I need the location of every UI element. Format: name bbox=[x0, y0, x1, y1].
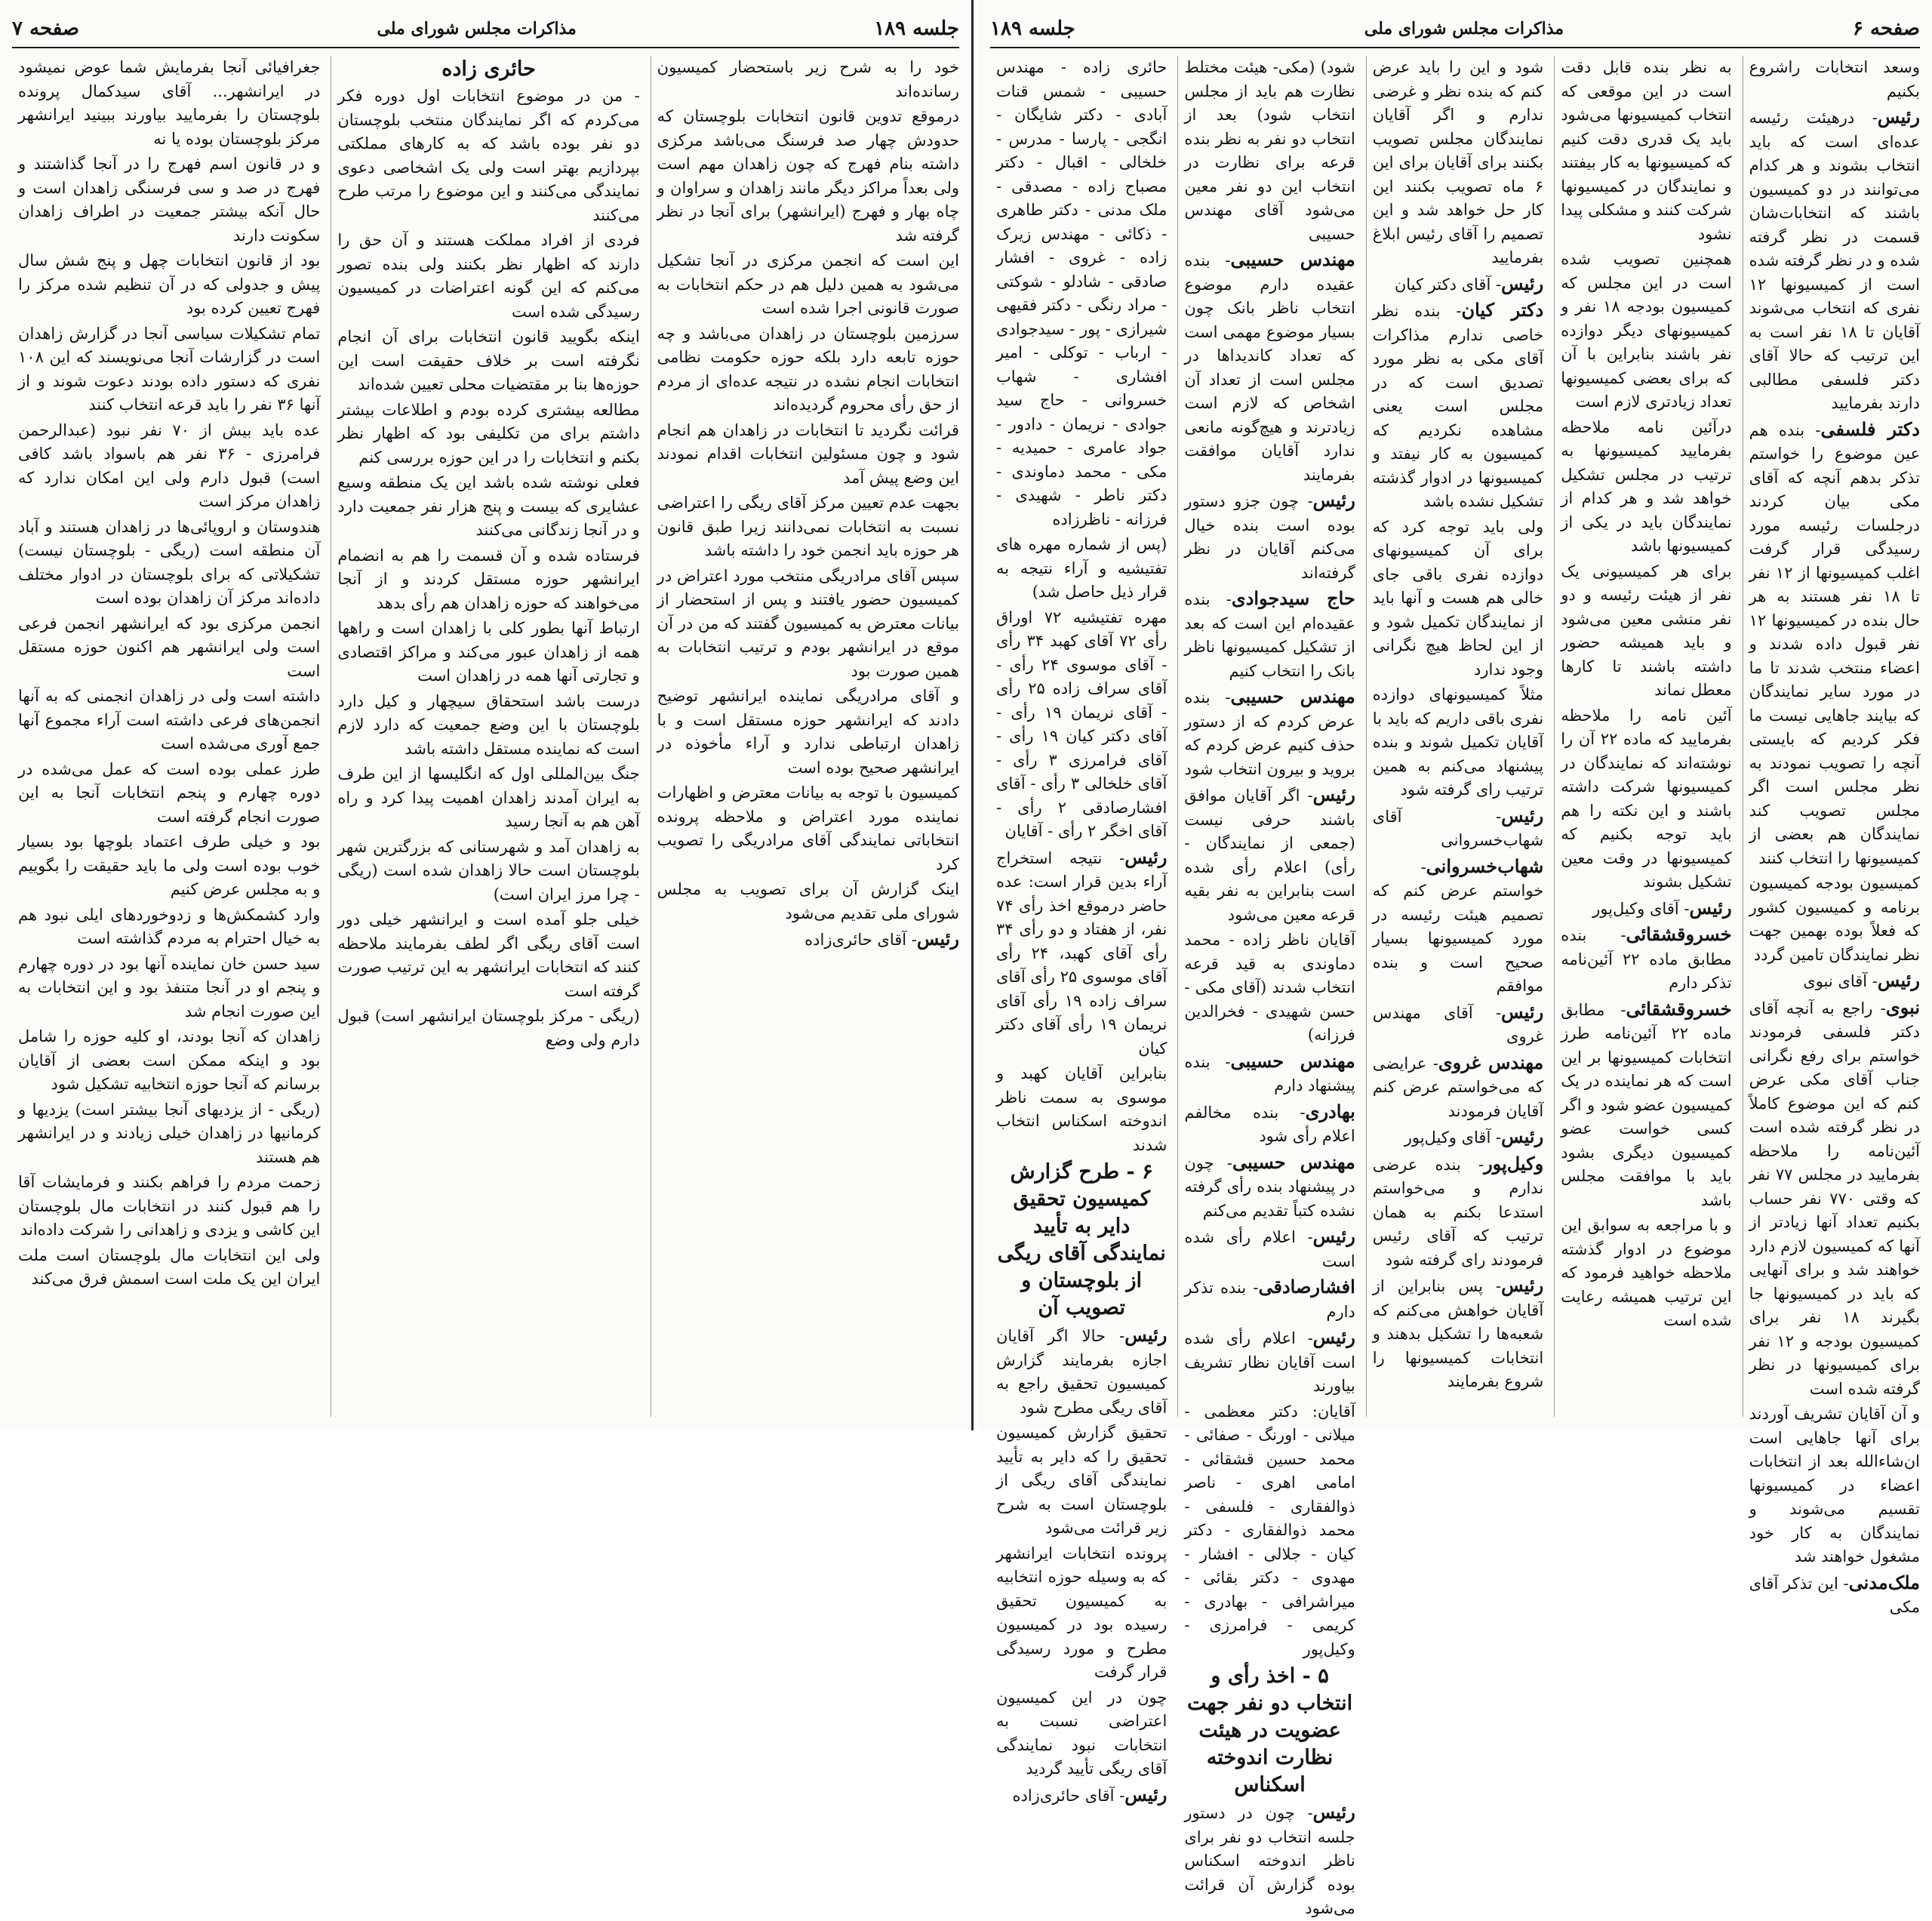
speaker-name: خسروقشقائی bbox=[1626, 997, 1732, 1020]
text-column bbox=[12, 56, 320, 1417]
paragraph-text: و آقای مرادریگی نماینده ایرانشهر توضیح دادند که ایرانشهر حوزه مستقل است و با زاهدان ارتباطی ندارد و آراء مأخوذه در ایرانشهر صحیح بوده است bbox=[657, 687, 959, 777]
paragraph bbox=[996, 845, 1167, 1061]
paragraph-text: درموقع تدوین قانون انتخابات بلوچستان که حدودش چهار صد فرسنگ می‌باشد مرکزی داشته بنام فهرج که چون زاهدان مهم است ولی بعداً مراکز دیگر مانند زاهدان و سراوان و چاه بهار و فهرج (ایرانشهر) برای آنجا در نظر گرفته شد bbox=[657, 107, 959, 245]
paragraph-text: - بنده پیشنهاد دارم bbox=[1184, 1052, 1355, 1094]
speaker-name: مهندس حسیبی bbox=[1230, 1049, 1355, 1072]
text-column bbox=[651, 56, 959, 1417]
paragraph-text: بود از قانون انتخابات چهل و پنج شش سال پیش و جدولی که در آن تنظیم شده مرکز را فهرج تعیین کرده بود bbox=[18, 251, 321, 317]
paragraph bbox=[657, 105, 959, 248]
speaker-name: شهاب‌خسروانی bbox=[1426, 854, 1544, 877]
speaker-name: رئیس bbox=[1501, 1274, 1544, 1296]
speaker-name: رئیس bbox=[1124, 845, 1168, 868]
paragraph bbox=[18, 322, 320, 417]
paragraph-text: همچنین تصویب شده است در این مجلس که کمیسیون بودجه ۱۸ نفر و کمیسیونهای دیگر دوازده نفر باشند بنابراین با آن که برای بعضی کمیسیونها تعداد زیادتری لازم است bbox=[1561, 250, 1732, 411]
left-page-number: صفحه ۷ bbox=[12, 17, 79, 40]
paragraph-text: - خواستم عرض کنم که تصمیم هیئت رئیسه در مورد کمیسیونها بسیار صحیح است و بنده موافقم bbox=[1372, 857, 1544, 995]
speaker-name: رئیس bbox=[1501, 804, 1544, 827]
paragraph bbox=[1373, 683, 1543, 802]
paragraph bbox=[1184, 248, 1355, 487]
paragraph bbox=[18, 1025, 320, 1097]
speaker-name: رئیس bbox=[1877, 969, 1920, 991]
paragraph-text: - چون جزو دستور بوده است بنده خیال می‌کنم آقایان در نظر گرفته‌اند bbox=[1184, 492, 1355, 582]
paragraph bbox=[1184, 1100, 1355, 1149]
paragraph-text: مطالعه بیشتری کرده بودم و اطلاعات بیشتر داشتم برای من تکلیفی بود که اظهار نظر بکنم و انتخابات را در این حوزه بررسی کنم bbox=[337, 400, 640, 466]
paragraph-text: - چون در دستور جلسه انتخاب دو نفر برای ناظر اندوخته اسکناس بوده گزارش آن قرائت می‌شود bbox=[1184, 1804, 1355, 1917]
paragraph-text: برای هر کمیسیونی یک نفر از هیئت رئیسه و دو نفر منشی معین می‌شود و باید همیشه حضور داشته باشند تا کارها معطل نماند bbox=[1561, 562, 1732, 699]
paragraph bbox=[1184, 783, 1355, 927]
paragraph-text: مهره تفتیشیه ۷۲ اوراق رأی ۷۲ آقای کهبد ۳۴ رأی - آقای موسوی ۲۴ رأی - آقای سراف زاده ۲۵ رأی - آقای نریمان ۱۹ رأی - آقای دکتر کیان ۱۹ رأی - آقای فرامرزی ۳ رأی - آقای خلخالی ۳ رأی - آقای افشارصادقی ۲ رأی - آقای اخگر ۲ رأی - آقایان bbox=[995, 608, 1168, 840]
paragraph-text: به نظر بنده قابل دقت است در این موقعی که انتخاب کمیسیونها می‌شود باید یک قدری دقت کنیم که کمیسیونها به کار بیفتند و نمایندگان در کمیسیونها شرکت کنند و مشکلی پیدا نشود bbox=[1561, 58, 1732, 243]
paragraph-text: بجهت عدم تعیین مرکز آقای ریگی را اعتراضی نسبت به انتخابات نمی‌دانند زیرا طبق قانون هر حوزه باید انجمن خود را داشته باشد bbox=[657, 494, 959, 559]
paragraph bbox=[657, 419, 959, 491]
paragraph bbox=[657, 56, 959, 103]
paragraph bbox=[996, 606, 1167, 844]
paragraph bbox=[18, 249, 320, 321]
speaker-name: رئیس bbox=[1312, 1801, 1355, 1823]
paragraph bbox=[996, 1062, 1167, 1157]
section-heading: ۶ - طرح گزارش کمیسیون تحقیق دایر به تأیید نمایندگی آقای ریگی از بلوچستان و تصویب آن bbox=[997, 1160, 1166, 1319]
paragraph-text: مثلاً کمیسیونهای دوازده نفری باقی داریم که باید با آقایان تکمیل شوند و بنده پیشنهاد می‌کنم به همین ترتیب رای گرفته شود bbox=[1372, 685, 1544, 799]
paragraph bbox=[657, 491, 959, 563]
paragraph-text: حائری زاده - مهندس حسیبی - شمس قنات آبادی - دکتر شایگان - انگجی - پارسا - مدرس - خلخالی - اقبال - دکتر مصباح زاده - مصدقی - ملک مدنی - دکتر طاهری - ذکائی - مهندس زیرک زاده - غروی - افشار صادقی - شادلو - شوکتی - مراد رنگی - دکتر فقیهی شیرازی - پور - سیدجوادی - ارباب - توکلی - امیر افشاری - شهاب خسروانی - حاج سید جوادی - نریمان - دادور - جواد عامری - حمیدیه - مکی - محمد دماوندی - دکتر ناطر - شهیدی - فرزانه - ناظرزاده bbox=[995, 58, 1168, 528]
paragraph-text: بنابراین آقایان کهبد و موسوی به سمت ناظر اندوخته اسکناس انتخاب شدند bbox=[995, 1064, 1168, 1154]
paragraph-text: وارد کشمکش‌ها و زدوخوردهای ایلی نبود هم به خیال احترام به مردم گذاشته است bbox=[18, 905, 321, 947]
paragraph-text: چون در این کمیسیون اعتراضی نسبت به انتخابات نبود نمایندگی آقای ریگی تأیید گردید bbox=[995, 1688, 1168, 1778]
paragraph bbox=[18, 612, 320, 684]
paragraph bbox=[1184, 1800, 1355, 1921]
speaker-name: رئیس bbox=[1501, 272, 1544, 294]
speaker-name: مهندس حسیبی bbox=[1230, 248, 1355, 270]
paragraph bbox=[18, 419, 320, 514]
speaker-name: ملک‌مدنی bbox=[1848, 1571, 1920, 1593]
paragraph bbox=[337, 471, 639, 543]
paragraph-text: سرزمین بلوچستان در زاهدان می‌باشد و چه حوزه تابعه دارد بلکه حوزه حکومت نظامی انتخابات انجام نشده در نتیجه عده‌ای از مردم از حق رأی محروم گردیده‌اند bbox=[657, 324, 959, 414]
speaker-name: رئیس bbox=[1877, 106, 1920, 128]
paragraph bbox=[1184, 1150, 1355, 1224]
paragraph bbox=[657, 781, 959, 876]
right-page-number: صفحه ۶ bbox=[1853, 17, 1920, 40]
left-page-title: مذاکرات مجلس شورای ملی bbox=[377, 19, 577, 38]
left-page bbox=[0, 0, 974, 1430]
paragraph-text: - بنده هم عین موضوع را خواستم تذکر بدهم آنچه که آقای مکی بیان کردند درجلسات رئیسه مورد رسیدگی قرار گرفت اغلب کمیسیونها از ۱۲ نفر تا ۱۸ نفر هستند به هر حال بنده در کمیسیونها ۱۲ نفر قبول داده شدند و اعضاء منتخب شدند تا ما در مورد سایر نمایندگان که بیایند جاهایی نیست ما فکر کردیم که بایستی آنچه را تصویب نمودند به نظر مجلس است اگر مجلس تصویب کند نمایندگان هم بعضی از کمیسیونها را انتخاب کنند bbox=[1749, 420, 1920, 867]
paragraph bbox=[337, 325, 639, 397]
paragraph bbox=[1373, 1051, 1543, 1124]
paragraph-text: زحمت مردم را فراهم بکنند و فرمایشات آقا را هم قبول کنند در انتخابات مال بلوچستان این کاشی و یزدی و زاهدانی را شرکت داده‌اند bbox=[18, 1173, 321, 1239]
speaker-name: رئیس bbox=[1124, 1783, 1168, 1806]
paragraph-text: - مطابق ماده ۲۲ آئین‌نامه طرز انتخابات کمیسیونها بر این است که هر نماینده در یک کمیسیون عضو شود و اگر کسی خواست عضو کمیسیون دیگری بشود باید با موافقت مجلس باشد bbox=[1561, 1000, 1732, 1209]
speaker-name: رئیس bbox=[1312, 783, 1355, 805]
paragraph-text: - این تذکر آقای مکی bbox=[1749, 1574, 1920, 1616]
paragraph-text: عده باید بیش از ۷۰ نفر نبود (عبدالرحمن فرامرزی - ۳۶ نفر هم باسواد باشد کافی است) قبول دارم ولی این امکان ندارد که زاهدان مرکز است bbox=[18, 420, 321, 510]
paragraph-text: فرستاده شده و آن قسمت را هم به انضمام ایرانشهر حوزه مستقل کردند و از آنجا می‌خواهند که حوزه زاهدان هم رأی بدهد bbox=[337, 546, 640, 612]
paragraph-text: انجمن مرکزی بود که ایرانشهر انجمن فرعی است ولی ایرانشهر هم اکنون حوزه مستقل است bbox=[18, 614, 321, 680]
paragraph bbox=[18, 152, 320, 248]
paragraph-text: ارتباط آنها بطور کلی با زاهدان است و راهها همه از زاهدان عبور می‌کند و مراکز اقتصادی و تجارتی آنها همه در زاهدان است bbox=[337, 619, 640, 685]
paragraph-text: - چون در پیشنهاد بنده رأی گرفته نشده کتباً تقدیم می‌کنم bbox=[1184, 1153, 1355, 1220]
paragraph bbox=[18, 1244, 320, 1291]
paragraph-text: - آقای وکیل‌پور bbox=[1404, 1128, 1502, 1147]
text-column bbox=[990, 56, 1168, 1806]
paragraph bbox=[996, 1686, 1167, 1781]
paragraph bbox=[18, 830, 320, 902]
paragraph-text: زاهدان که آنجا بودند، او کلیه حوزه را شامل بود و اینکه ممکن است بعضی از آقایان برسانم که آنجا حوزه انتخابیه تشکیل شود bbox=[18, 1027, 321, 1093]
paragraph-text: آقایان: دکتر معظمی - میلانی - اورنگ - صفائی - محمد حسین قشقائی - امامی اهری - ناصر ذوالفقاری - فلسفی - محمد ذوالفقاری - دکتر کیان - جلالی - افشار - مهدوی - دکتر بقائی - میراشرافی - بهادری - کریمی - فرامرزی - وکیل‌پور bbox=[1184, 1402, 1355, 1658]
paragraph bbox=[1561, 56, 1731, 246]
paragraph-text: - نتیجه استخراج آراء بدین قرار است: عده حاضر درموقع اخذ رأی ۷۴ نفر، از هفتاد و دو رأی ۳۴ رأی آقای کهبد، ۲۴ رأی آقای موسوی ۲۵ رأی آقای سراف زاده ۱۹ رأی آقای نریمان ۱۹ رأی آقای دکتر کیان bbox=[995, 848, 1168, 1057]
paragraph-text: خیلی جلو آمده است و ایرانشهر خیلی دور است آقای ریگی اگر لطف بفرمایند ملاحظه کنند که انتخابات ایرانشهر به این ترتیب صورت گرفته است bbox=[337, 910, 640, 1000]
paragraph bbox=[1561, 1214, 1731, 1333]
paragraph-text: درآئین نامه ملاحظه بفرمایید کمیسیونها به ترتیب در مجلس تشکیل خواهد شد و هر کدام از نمایندگان باید در یکی از کمیسیونها باشد bbox=[1561, 417, 1732, 555]
paragraph bbox=[1373, 854, 1543, 999]
paragraph bbox=[996, 1421, 1167, 1541]
paragraph-text: تمام تشکیلات سیاسی آنجا در گزارش زاهدان است در گزارشات آنجا می‌نویسند که این ۱۰۸ نفری که دستور داده بودند دعوت شوند و از آنها ۳۶ نفر را باید قرعه انتخاب کنند bbox=[18, 324, 321, 414]
paragraph bbox=[996, 533, 1167, 605]
paragraph bbox=[657, 685, 959, 780]
speaker-name: خسروقشقائی bbox=[1626, 923, 1732, 945]
paragraph-text: اینکه بگویید قانون انتخابات برای آن انجام نگرفته است بر خلاف حقیقت است این حوزه‌ها بنا بر مقتضیات محلی تعیین شده‌اند bbox=[337, 328, 640, 393]
section-heading: حائری زاده bbox=[441, 57, 536, 81]
paragraph bbox=[1373, 516, 1543, 682]
paragraph bbox=[337, 85, 639, 227]
paragraph-text: این است که انجمن مرکزی در آنجا تشکیل می‌شود به همین دلیل هم در حکم انتخابات به صورت قانونی اجرا شده است bbox=[657, 251, 959, 317]
paragraph bbox=[337, 1005, 639, 1052]
speaker-name: حاج سیدجوادی bbox=[1231, 587, 1355, 609]
paragraph bbox=[1184, 1325, 1355, 1399]
text-column bbox=[1554, 56, 1731, 1417]
paragraph bbox=[657, 322, 959, 417]
paragraph-text: جغرافیائی آنجا بفرمایش شما عوض نمیشود در ایرانشهر... آقای سیدکمال پرونده بلوچستان را بفرمایید بیاورند ببینید ایرانشهر مرکز بلوچستان بوده یا نه bbox=[18, 58, 321, 148]
paragraph bbox=[1184, 1224, 1355, 1273]
speaker-name: مهندس حسیبی bbox=[1230, 685, 1355, 707]
paragraph bbox=[337, 762, 639, 834]
text-column bbox=[1743, 56, 1920, 1616]
speaker-name: رئیس bbox=[1501, 1125, 1544, 1147]
paragraph bbox=[1373, 298, 1543, 514]
paragraph bbox=[1749, 968, 1920, 994]
paragraph-text: (پس از شماره مهره های تفتیشیه و آراء نتیجه به قرار ذیل حاصل شد) bbox=[995, 535, 1168, 601]
paragraph bbox=[657, 565, 959, 684]
text-column bbox=[1366, 56, 1543, 1417]
speaker-name: رئیس bbox=[916, 928, 959, 950]
paragraph-text: - آقای شهاب‌خسروانی bbox=[1372, 807, 1544, 849]
right-page-title: مذاکرات مجلس شورای ملی bbox=[1364, 19, 1564, 38]
paragraph bbox=[1561, 416, 1731, 559]
paragraph bbox=[1184, 1275, 1355, 1324]
paragraph-text: و در قانون اسم فهرج را در آنجا گذاشتند و فهرج در صد و سی فرسنگی زاهدان است و حال آنکه بیشتر جمعیت در اطراف زاهدان سکونت دارند bbox=[18, 155, 321, 245]
paragraph-text: پرونده انتخابات ایرانشهر که به وسیله حوزه انتخابیه به کمیسیون تحقیق رسیده بود در کمیسیون مطرح و مورد رسیدگی قرار گرفت bbox=[995, 1544, 1168, 1681]
paragraph-text: - بنده عرض کردم که از دستور حذف کنیم عرض کردم که بروید و بیرون انتخاب شود bbox=[1184, 688, 1355, 778]
paragraph-text: فعلی نوشته شده باشد این یک منطقه وسیع عشایری که بیست و پنج هزار نفر جمعیت دارد و در آنجا زندگانی می‌کنند bbox=[337, 473, 640, 539]
paragraph-text: - آقای دکتر کیان bbox=[1394, 275, 1502, 294]
paragraph-text: فردی از افراد مملکت هستند و آن حق را دارند که اظهار نظر بکنند ولی بنده تصور می‌کنم که این گونه اعتراضات در کمیسیون رسیدگی شده است bbox=[337, 231, 640, 321]
paragraph bbox=[1561, 248, 1731, 414]
paragraph-text: درست باشد استحقاق سیچهار و کیل دارد بلوچستان با این وضع جمعیت که دارد لازم است که نماینده مستقل داشته باشد bbox=[337, 691, 640, 758]
text-column bbox=[331, 56, 639, 1417]
paragraph bbox=[1373, 1152, 1543, 1273]
section-heading: ۵ - اخذ رأی و انتخاب دو نفر جهت عضویت در هیئت نظارت اندوخته اسکناس bbox=[1186, 1664, 1353, 1796]
paragraph-text: - پس بنابراین از آقایان خواهش می‌کنم که شعبه‌ها را تشکیل بدهند و انتخابات کمیسیونها را شروع بفرمایند bbox=[1372, 1277, 1544, 1390]
paragraph bbox=[18, 1098, 320, 1170]
paragraph bbox=[1561, 704, 1731, 894]
paragraph bbox=[1184, 56, 1355, 246]
paragraph-text: - راجع به آنچه آقای دکتر فلسفی فرمودند خواستم برای رفع نگرانی جناب آقای مکی عرض کنم که این موضوع کاملاً در نظر گرفته شده است آئین‌نامه را ملاحظه بفرمایید در مجلس ۷۷ نفر که وقتی ۷۷۰ نفر حساب بکنیم تعداد آنها زیادتر از آنها که کمیسیون لازم دارد خواهند شد و برای آنهایی که باید در کمیسیونها جا بگیرند ۱۸ نفر برای کمیسیون بودجه و ۱۲ نفر برای کمیسیونها در نظر گرفته شده است bbox=[1749, 999, 1920, 1398]
paragraph-text: به زاهدان آمد و شهرستانی که بزرگترین شهر بلوچستان است حالا زاهدان شده است (ریگی - چرا مرز ایران است) bbox=[337, 837, 640, 904]
paragraph bbox=[1561, 922, 1731, 996]
speaker-name: بهادری bbox=[1305, 1100, 1355, 1122]
paragraph-text: - اعلام رأی شده است bbox=[1184, 1228, 1355, 1270]
right-page-header bbox=[990, 11, 1920, 48]
paragraph bbox=[337, 399, 639, 470]
paragraph-text: اینک گزارش آن برای تصویب به مجلس شورای ملی تقدیم می‌شود bbox=[657, 880, 959, 922]
paragraph-text: - بنده مخالفم اعلام رأی شود bbox=[1184, 1103, 1355, 1145]
paragraph bbox=[18, 516, 320, 611]
paragraph bbox=[18, 56, 320, 151]
paragraph bbox=[1373, 1273, 1543, 1394]
paragraph bbox=[1749, 872, 1920, 967]
paragraph-text: طرز عملی بوده است که عمل می‌شده در دوره چهارم و پنجم انتخابات آنجا به این صورت انجام گرفته است bbox=[18, 759, 321, 826]
paragraph bbox=[996, 1323, 1167, 1420]
paragraph-text: و آن آقایان تشریف آوردند برای آنها جاهایی است ان‌شاءالله بعد از انتخابات اعضاء در کمیسیونها تقسیم می‌شوند و نمایندگان به کار خود مشغول خواهند شد bbox=[1749, 1405, 1920, 1565]
text-column bbox=[1177, 56, 1355, 1917]
speaker-name: وکیل‌پور bbox=[1484, 1152, 1544, 1174]
paragraph bbox=[1373, 1000, 1543, 1049]
paragraph-text: - بنده نظر خاصی ندارم مذاکرات آقای مکی به نظر مورد تصدیق است که در مجلس است یعنی مشاهده نکردیم که کمیسیون به کار نیفتد و کمیسیونها در ادوار گذشته تشکیل نشده باشد bbox=[1372, 302, 1544, 510]
paragraph-text: (ریگی - مرکز بلوچستان ایرانشهر است) قبول دارم ولی وضع bbox=[337, 1007, 640, 1049]
paragraph bbox=[1184, 685, 1355, 781]
paragraph-text: شود) (مکی- هیئت مختلط نظارت هم باید از مجلس انتخاب شود) بعد از انتخاب دو نفر به نظر بنده قرعه برای نظارت در انتخاب این دو نفر معین می‌شود آقای مهندس حسیبی bbox=[1184, 58, 1355, 243]
paragraph bbox=[1373, 804, 1543, 853]
paragraph-text: سپس آقای مرادریگی منتخب مورد اعتراض در کمیسیون حضور یافتند و پس از استحضار از بیانات معترض به کمیسیون گفتند که من در آن موقع در ایرانشهر بودم و ترتیب انتخابات به همین صورت بود bbox=[657, 566, 959, 680]
paragraph bbox=[1184, 586, 1355, 683]
speaker-name: دکتر کیان bbox=[1461, 299, 1544, 321]
paragraph bbox=[1373, 1125, 1543, 1150]
paragraph-text: - بنده عرضی ندارم و می‌خواستم استدعا بکنم به همان ترتیب که آقای رئیس فرمودند رای گرفته شود bbox=[1372, 1155, 1544, 1269]
paragraph-text: - اعلام رأی شده است آقایان نظار تشریف بیاورند bbox=[1184, 1329, 1355, 1395]
paragraph-text: سید حسن خان نماینده آنها بود در دوره چهارم و پنجم او در آنجا متنفذ بود و این انتخابات به این صورت انجام شد bbox=[18, 954, 321, 1021]
paragraph bbox=[657, 927, 959, 953]
paragraph bbox=[1373, 272, 1543, 297]
paragraph bbox=[1749, 1571, 1920, 1620]
paragraph bbox=[996, 56, 1167, 531]
paragraph bbox=[337, 836, 639, 907]
paragraph bbox=[996, 1542, 1167, 1685]
paragraph bbox=[1561, 896, 1731, 922]
speaker-name: افشارصادقی bbox=[1258, 1276, 1355, 1298]
left-page-columns bbox=[12, 56, 959, 1417]
paragraph bbox=[337, 908, 639, 1003]
paragraph-text: - بنده عقیده دارم موضوع انتخاب ناظر بانک چون بسیار موضوع مهمی است که تعداد کاندیداها در مجلس است از تعداد آن اشخاص که لازم است زیادترند و هیچ‌گونه مانعی ندارد آقایان موافقت بفرمایند bbox=[1184, 251, 1355, 484]
paragraph-text: - درهیئت رئیسه عده‌ای است که باید انتخاب بشوند و هر کدام می‌توانند در دو کمیسیون باشند که انتخابات‌شان قسمت در نظر گرفته شده و در نظر گرفته شده است از کمیسیونها ۱۲ نفری که انتخاب می‌شوند آقایان تا ۱۸ نفر است به این ترتیب که حالا آقای دکتر فلسفی مطالبی دارند بفرمایید bbox=[1749, 109, 1920, 412]
paragraph-text: جنگ بین‌المللی اول که انگلیسها از این طرف به ایران آمدند زاهدان اهمیت پیدا کرد و راه آهن هم به آنجا رسید bbox=[337, 765, 640, 830]
paragraph bbox=[18, 685, 320, 756]
paragraph-text: آقایان ناظر زاده - محمد دماوندی به قید قرعه انتخاب شدند (آقای مکی - حسن شهیدی - فخرالدین فرزانه) bbox=[1184, 931, 1355, 1044]
speaker-name: نبوی bbox=[1885, 996, 1920, 1018]
paragraph-text: بود و خیلی طرف اعتماد بلوچها بود بسیار خوب بوده است ولی ما باید حقیقت را بگوییم و به مجلس عرض کنیم bbox=[18, 833, 321, 898]
paragraph bbox=[1373, 56, 1543, 270]
paragraph-text: - من در موضوع انتخابات اول دوره فکر می‌کردم که اگر نمایندگان منتخب بلوچستان دو نفر بوده باشد که به کارهای مملکتی بپردازیم بهتر است ولی یک اشخاصی دعوی نمایندگی می‌کنند و این موضوع را مرتب طرح می‌کنند bbox=[337, 87, 640, 224]
paragraph-text: - آقای حائری‌زاده bbox=[1012, 1786, 1125, 1805]
paragraph-text: وسعد انتخابات راشروع بکنیم bbox=[1749, 58, 1920, 100]
speaker-name: رئیس bbox=[1312, 1326, 1355, 1348]
speaker-name: رئیس bbox=[1312, 489, 1355, 511]
paragraph bbox=[18, 953, 320, 1024]
speaker-name: مهندس حسیبی bbox=[1232, 1150, 1355, 1173]
paragraph-text: - بنده مطابق ماده ۲۲ آئین‌نامه تذکر دارم bbox=[1561, 926, 1732, 992]
paragraph-text: - حالا اگر آقایان اجازه بفرمایند گزارش کمیسیون تحقیق راجع به آقای ریگی مطرح شود bbox=[995, 1327, 1168, 1417]
paragraph bbox=[1184, 1400, 1355, 1662]
paragraph bbox=[1749, 996, 1920, 1402]
paragraph-text: کمیسیون بودجه کمیسیون برنامه و کمیسیون کشور که فعلاً بوده بهمین جهت نظر نمایندگان تامین گردد bbox=[1749, 874, 1920, 964]
paragraph bbox=[1184, 928, 1355, 1048]
paragraph-text: ولی این انتخابات مال بلوچستان است ملت ایران این یک ملت است اسمش فرق می‌کند bbox=[18, 1245, 321, 1288]
paragraph-text: - آقای نبوی bbox=[1803, 972, 1878, 990]
paragraph bbox=[657, 249, 959, 321]
paragraph-text: قرائت نگردید تا انتخابات در زاهدان هم انجام شود و چون مسئولین انتخابات اقدام نمودند این وضع پیش آمد bbox=[657, 420, 959, 487]
paragraph bbox=[337, 544, 639, 616]
paragraph bbox=[18, 1171, 320, 1242]
paragraph bbox=[1561, 560, 1731, 703]
paragraph-text: - بنده تذکر دارم bbox=[1184, 1279, 1355, 1321]
paragraph-text: هندوستان و اروپائی‌ها در زاهدان هستند و آباد آن منطقه است (ریگی - بلوچستان نیست) تشکیلاتی که برای بلوچستان در ادوار مختلف داده‌اند مرکز آن زاهدان بوده است bbox=[18, 517, 321, 607]
paragraph-text: آئین نامه را ملاحظه بفرمایید که ماده ۲۲ آن را نوشته‌اند که نمایندگان در کمیسیونها شرکت داشته باشند و این نکته را هم باید توجه بکنیم که کمیسیونها در وقت معین تشکیل بشوند bbox=[1561, 706, 1732, 891]
paragraph-text: - عرایضی که می‌خواستم عرض کنم آقایان فرمودند bbox=[1372, 1054, 1544, 1120]
paragraph-text: خود را به شرح زیر باستحضار کمیسیون رسانده‌اند bbox=[657, 58, 959, 100]
speaker-name: رئیس bbox=[1124, 1324, 1168, 1346]
left-page-session: جلسه ۱۸۹ bbox=[874, 17, 959, 40]
paragraph bbox=[1184, 1049, 1355, 1098]
paragraph-text: - بنده عقیده‌ام این است که بعد از تشکیل کمیسیونها ناظر بانک را انتخاب کنیم bbox=[1184, 590, 1355, 680]
paragraph-text: - آقای مهندس غروی bbox=[1372, 1003, 1544, 1045]
paragraph bbox=[657, 878, 959, 925]
speaker-name: دکتر فلسفی bbox=[1820, 417, 1920, 440]
paragraph bbox=[337, 690, 639, 762]
paragraph bbox=[18, 904, 320, 951]
speaker-name: رئیس bbox=[1312, 1225, 1355, 1247]
paragraph-text: و با مراجعه به سوابق این موضوع در ادوار گذشته ملاحظه خواهید فرمود که این ترتیب همیشه رعایت شده است bbox=[1561, 1216, 1732, 1329]
paragraph bbox=[18, 758, 320, 830]
paragraph-text: تحقیق گزارش کمیسیون تحقیق را که دایر به تأیید نمایندگی آقای ریگی از بلوچستان است به شرح زیر قرائت می‌شود bbox=[995, 1424, 1168, 1537]
paragraph-text: ولی باید توجه کرد که برای آن کمیسیونهای دوازده نفری باقی جای خالی هم هست و آنها باید از نمایندگان تکمیل شود و از این لحاظ هیچ نگرانی وجود ندارد bbox=[1372, 517, 1544, 679]
paragraph-text: - آقای وکیل‌پور bbox=[1592, 899, 1690, 918]
right-page bbox=[978, 0, 1932, 1917]
paragraph bbox=[1749, 105, 1920, 416]
paragraph bbox=[337, 617, 639, 688]
paragraph-text: شود و این را باید عرض کنم که بنده نظر و غرضی ندارم و اگر آقایان نمایندگان مجلس تصویب بکنند برای آقایان برای این ۶ ماه تصویب بکنند این کار حل خواهد شد و این تصمیم را آقای رئیس ابلاغ بفرمایید bbox=[1372, 58, 1544, 266]
paragraph bbox=[1749, 56, 1920, 103]
paragraph bbox=[996, 1783, 1167, 1809]
paragraph bbox=[1749, 417, 1920, 871]
paragraph-text: داشته است ولی در زاهدان انجمنی که به آنها انجمن‌های فرعی داشته است آراء مجموع آنها جمع آوری می‌شده است bbox=[18, 687, 321, 753]
right-page-session: جلسه ۱۸۹ bbox=[990, 17, 1075, 40]
left-page-header bbox=[12, 11, 959, 48]
paragraph bbox=[1561, 997, 1731, 1213]
paragraph-text: - آقای حائری‌زاده bbox=[804, 931, 917, 949]
speaker-name: مهندس غروی bbox=[1438, 1051, 1544, 1073]
paragraph bbox=[337, 229, 639, 324]
paragraph bbox=[1749, 1402, 1920, 1569]
right-page-columns bbox=[990, 56, 1920, 1917]
paragraph-text: (ریگی - از یزدیهای آنجا بیشتر است) یزدیها و کرمانیها در زاهدان خیلی زیادند و در ایرانشهر هم هستند bbox=[18, 1100, 321, 1166]
paragraph-text: - اگر آقایان موافق باشند حرفی نیست (جمعی از نمایندگان - رأی) اعلام رأی شده است بنابراین به نفر بقیه قرعه معین می‌شود bbox=[1184, 787, 1355, 924]
paragraph-text: کمیسیون با توجه به بیانات معترض و اظهارات نماینده مورد اعتراض و ملاحظه پرونده انتخاباتی نمایندگی آقای مرادریگی را تصویب کرد bbox=[657, 783, 959, 873]
paragraph bbox=[1184, 488, 1355, 585]
speaker-name: رئیس bbox=[1501, 1000, 1544, 1023]
speaker-name: رئیس bbox=[1689, 896, 1732, 919]
